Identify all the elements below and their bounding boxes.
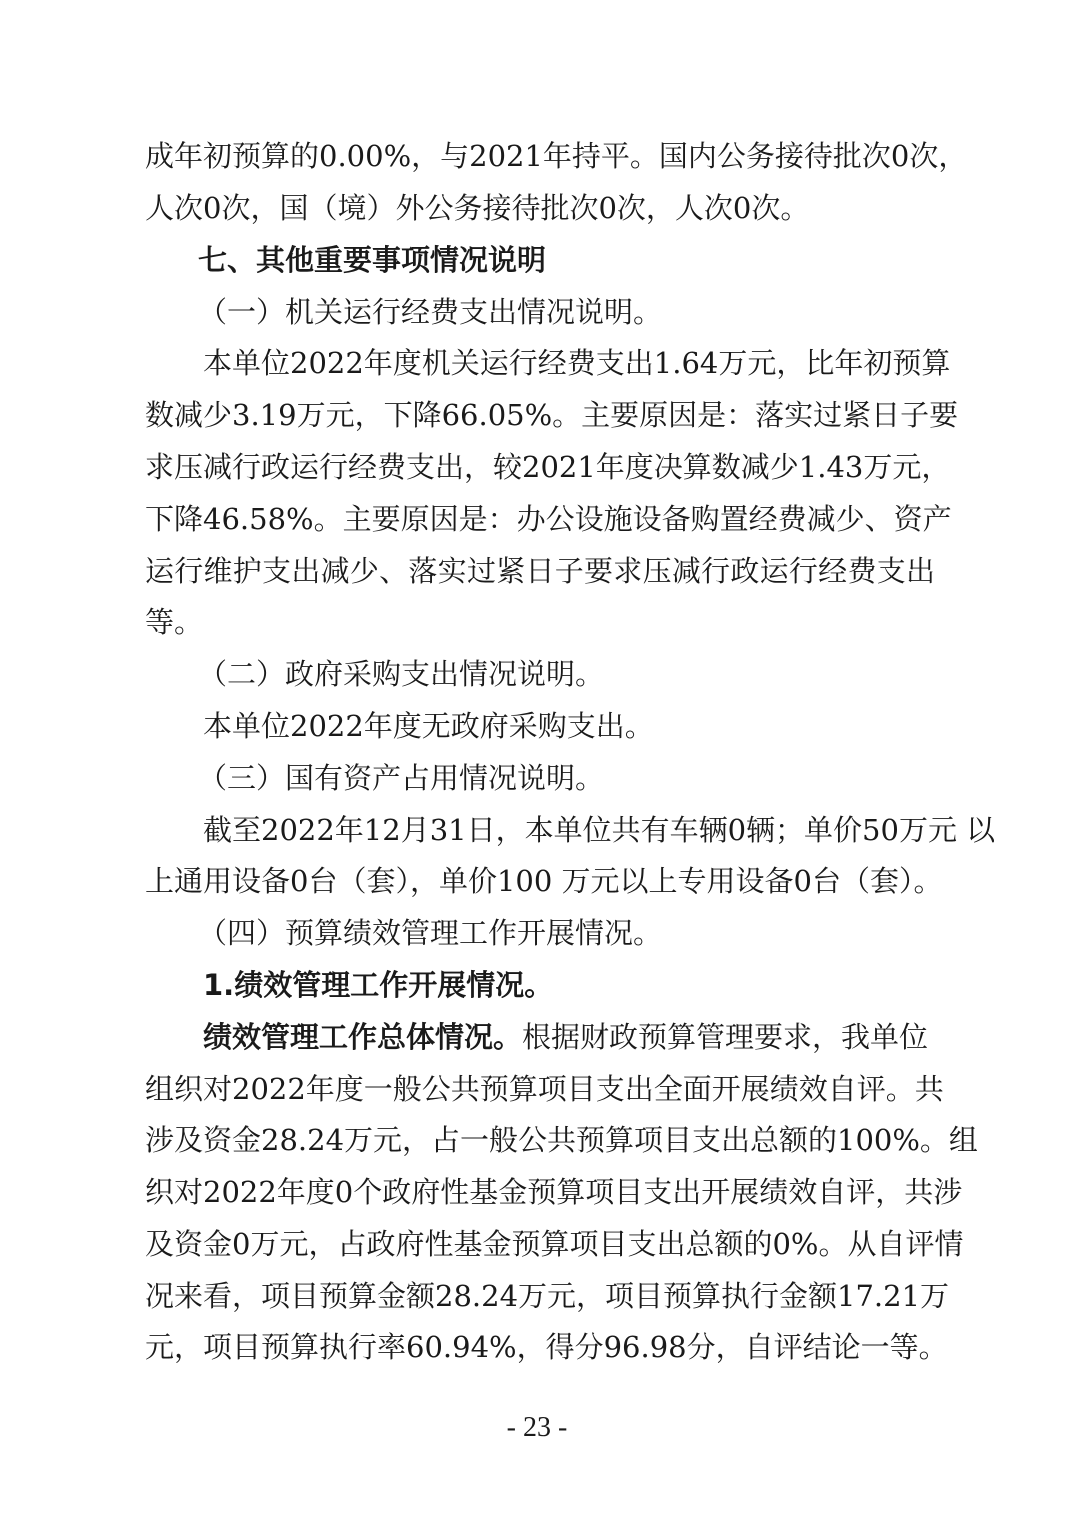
paragraph-line	[203, 1017, 935, 1057]
paragraph-line: 截至2022年12月31日，本单位共有车辆0辆；单价50万元 以	[203, 813, 996, 847]
paragraph-line: 本单位2022年度无政府采购支出。	[203, 709, 654, 743]
paragraph-line: 涉及资金28.24万元，占一般公共预算项目支出总额的100%。组	[145, 1123, 978, 1157]
run-in-heading: 绩效管理工作总体情况。	[203, 1020, 523, 1054]
paragraph-line: 求压减行政运行经费支出，较2021年度决算数减少1.43万元，	[145, 450, 951, 484]
paragraph-line: 况来看，项目预算金额28.24万元，项目预算执行金额17.21万	[145, 1279, 950, 1313]
paragraph-text: 根据财政预算管理要求，我单位	[522, 1020, 929, 1054]
paragraph-line: 组织对2022年度一般公共预算项目支出全面开展绩效自评。共	[145, 1072, 944, 1106]
paragraph-line: 织对2022年度0个政府性基金预算项目支出开展绩效自评，共涉	[145, 1175, 963, 1209]
subsection-heading: （一）机关运行经费支出情况说明。	[198, 295, 663, 329]
paragraph-line: 等。	[145, 605, 204, 639]
paragraph-line: 及资金0万元，占政府性基金预算项目支出总额的0%。从自评情	[145, 1227, 964, 1261]
subsection-heading: （三）国有资产占用情况说明。	[198, 761, 605, 795]
section-heading: 七、其他重要事项情况说明	[198, 243, 547, 277]
numbered-heading: 1.绩效管理工作开展情况。	[203, 968, 554, 1002]
paragraph-line: 下降46.58%。主要原因是：办公设施设备购置经费减少、资产	[145, 502, 952, 536]
paragraph-line: 运行维护支出减少、落实过紧日子要求压减行政运行经费支出	[145, 554, 935, 588]
subsection-heading: （四）预算绩效管理工作开展情况。	[198, 916, 663, 950]
paragraph-line: 元，项目预算执行率60.94%，得分96.98分，自评结论一等。	[145, 1330, 948, 1364]
paragraph-line: 数减少3.19万元，下降66.05%。主要原因是：落实过紧日子要	[145, 398, 959, 432]
subsection-heading: （二）政府采购支出情况说明。	[198, 657, 605, 691]
paragraph-line: 成年初预算的0.00%，与2021年持平。国内公务接待批次0次，	[145, 139, 968, 173]
paragraph-line: 上通用设备0台（套），单价100 万元以上专用设备0台（套）。	[145, 864, 943, 898]
paragraph-line: 本单位2022年度机关运行经费支出1.64万元，比年初预算	[203, 346, 951, 380]
paragraph-line: 人次0次，国（境）外公务接待批次0次，人次0次。	[145, 191, 810, 225]
page-number: - 23 -	[506, 1412, 568, 1443]
